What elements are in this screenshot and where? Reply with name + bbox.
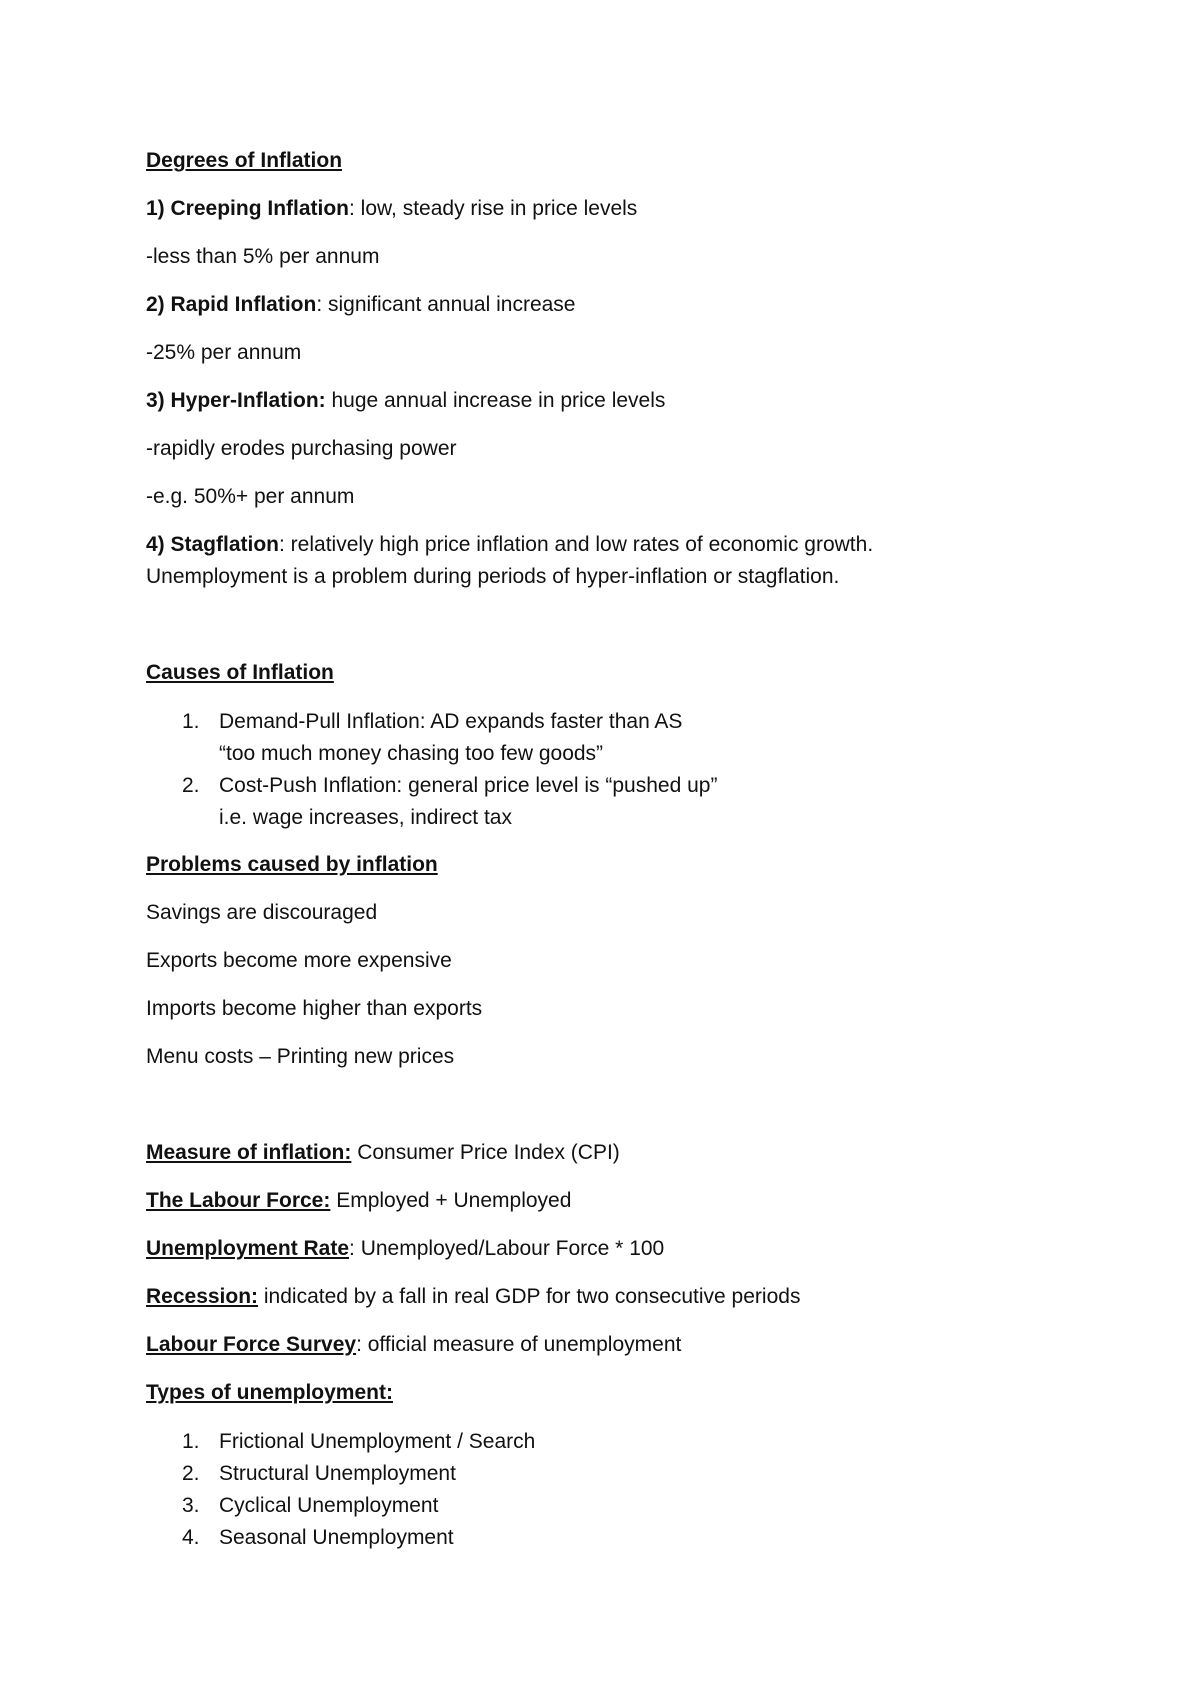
degree-note-line: -e.g. 50%+ per annum [146, 485, 355, 508]
definition-desc: indicated by a fall in real GDP for two consecutive periods [258, 1285, 801, 1308]
list-item-text: Seasonal Unemployment [219, 1526, 454, 1549]
list-number: 2. [182, 774, 200, 797]
definition-term: Unemployment Rate [146, 1237, 350, 1260]
problem-item: Savings are discouraged [146, 901, 378, 924]
degree-note-line: -less than 5% per annum [146, 245, 380, 268]
problem-item: Menu costs – Printing new prices [146, 1045, 455, 1068]
definition-term: Recession: [146, 1285, 259, 1308]
degrees-note: Unemployment is a problem during periods of hyper-inflation or stagflation. [146, 565, 840, 588]
causes-list [146, 706, 717, 834]
list-item-text: Demand-Pull Inflation: AD expands faster than AS [219, 710, 683, 733]
degrees-heading: Degrees of Inflation [146, 149, 343, 172]
list-item-subtext: i.e. wage increases, indirect tax [219, 806, 512, 829]
degree-item-stagflation [146, 532, 873, 558]
degree-item-creeping [146, 196, 637, 222]
list-item [146, 1426, 535, 1458]
degree-note-line: -25% per annum [146, 341, 302, 364]
list-item [146, 706, 717, 770]
definition-desc: Consumer Price Index (CPI) [351, 1141, 620, 1164]
list-item-text: Frictional Unemployment / Search [219, 1430, 536, 1453]
degree-item-hyper [146, 388, 665, 414]
list-item [146, 1522, 535, 1554]
list-number: 3. [182, 1494, 200, 1517]
list-item [146, 1458, 535, 1490]
definition-measure-of-inflation [146, 1140, 620, 1166]
list-item [146, 1490, 535, 1522]
list-number: 1. [182, 710, 200, 733]
definition-labour-force [146, 1188, 571, 1214]
degree-item-rapid [146, 292, 576, 318]
definition-term: The Labour Force: [146, 1189, 331, 1212]
list-item-subtext: “too much money chasing too few goods” [219, 742, 604, 765]
list-number: 4. [182, 1526, 200, 1549]
degree-desc: : low, steady rise in price levels [349, 197, 638, 220]
degree-term: 1) Creeping Inflation [146, 197, 350, 220]
list-number: 2. [182, 1462, 200, 1485]
types-list [146, 1426, 535, 1554]
list-item [146, 770, 717, 834]
list-item-text: Structural Unemployment [219, 1462, 456, 1485]
list-item-text: Cyclical Unemployment [219, 1494, 439, 1517]
degree-note-line: -rapidly erodes purchasing power [146, 437, 457, 460]
problem-item: Imports become higher than exports [146, 997, 483, 1020]
definition-unemployment-rate [146, 1236, 664, 1262]
definition-labour-force-survey [146, 1332, 681, 1358]
causes-heading: Causes of Inflation [146, 661, 334, 684]
degree-desc: : relatively high price inflation and low rates of economic growth. [279, 533, 874, 556]
list-number: 1. [182, 1430, 200, 1453]
problem-item: Exports become more expensive [146, 949, 452, 972]
problems-heading: Problems caused by inflation [146, 853, 438, 876]
degree-term: 4) Stagflation [146, 533, 280, 556]
degree-desc: huge annual increase in price levels [325, 389, 666, 412]
degree-term: 3) Hyper-Inflation: [146, 389, 326, 412]
list-item-text: Cost-Push Inflation: general price level is “pushed up” [219, 774, 718, 797]
degree-term: 2) Rapid Inflation [146, 293, 317, 316]
degree-desc: : significant annual increase [316, 293, 576, 316]
definition-desc: Employed + Unemployed [330, 1189, 572, 1212]
definition-term: Labour Force Survey [146, 1333, 357, 1356]
definition-recession [146, 1284, 800, 1310]
definition-desc: : Unemployed/Labour Force * 100 [349, 1237, 665, 1260]
definition-desc: : official measure of unemployment [356, 1333, 682, 1356]
definition-term: Measure of inflation: [146, 1141, 352, 1164]
types-heading: Types of unemployment: [146, 1381, 393, 1404]
